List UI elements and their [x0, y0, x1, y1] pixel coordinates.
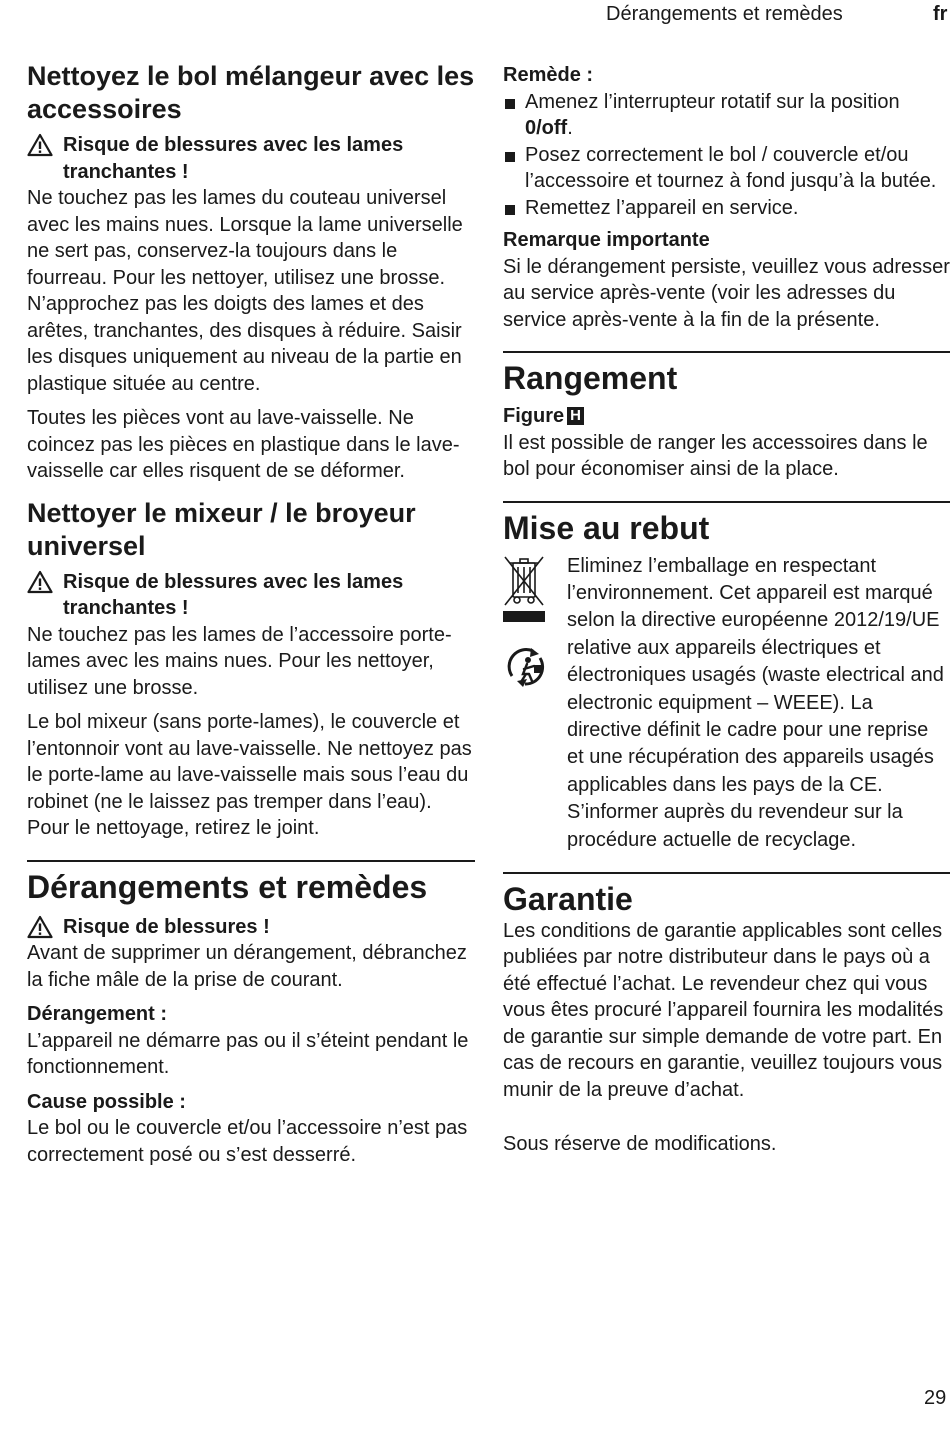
remedy-label: Remède : — [503, 64, 594, 86]
right-column — [503, 62, 950, 1158]
figure-reference — [503, 403, 950, 430]
list-item-text: Posez correctement le bol / couvercle et/ou l’accessoire et tournez à fond jusqu’à la butée. — [525, 143, 937, 192]
list-item-text: . — [567, 117, 573, 139]
section-divider — [27, 860, 475, 906]
section-title-warranty: Garantie — [503, 880, 633, 917]
warning-triangle-icon — [27, 915, 53, 939]
bullet-square-icon — [505, 152, 515, 162]
weee-icons — [503, 553, 567, 693]
cause-label: Cause possible : — [27, 1090, 186, 1113]
warning-text: Risque de blessures avec les lames tranchantes ! — [63, 570, 404, 619]
weee-block — [503, 553, 950, 854]
section-title-clean-bowl: Nettoyez le bol mélangeur avec les accessoires — [27, 61, 475, 124]
paragraph: Avant de supprimer un dérangement, débranchez la fiche mâle de la prise de courant. — [27, 942, 467, 991]
paragraph: Ne touchez pas les lames du couteau universel avec les mains nues. Lorsque la lame universelle ne sert pas, conservez-la toujours dans le fourreau. Pour les nettoyer, utilisez une brosse. N’approchez pas les doigts des lames et des arêtes, tranchantes, des disques à réduire. Saisir les disques uniquement au niveau de la partie en plastique située au centre. — [27, 187, 463, 395]
crossed-bin-icon — [503, 553, 567, 640]
list-item-text: Amenez l’interrupteur rotatif sur la position — [525, 90, 900, 113]
storage-text: Il est possible de ranger les accessoires dans le bol pour économiser ainsi de la place. — [503, 431, 928, 480]
section-divider — [503, 351, 950, 397]
section-title-disposal: Mise au rebut — [503, 509, 710, 546]
fault-label: Dérangement : — [27, 1003, 168, 1025]
section-title-storage: Rangement — [503, 360, 678, 396]
warning-triangle-icon — [27, 570, 53, 594]
reserve-text: Sous réserve de modifications. — [503, 1133, 777, 1156]
fault-text: L’appareil ne démarre pas ou il s’éteint pendant le fonctionnement. — [27, 1029, 469, 1078]
list-item — [503, 195, 950, 222]
figure-label: Figure — [503, 405, 565, 427]
section-title-clean-mixer: Nettoyer le mixeur / le broyeur universel — [27, 497, 416, 561]
disposal-text: Eliminez l’emballage en respectant l’environnement. Cet appareil est marqué selon la directive européenne 2012/19/UE relative aux appareils électriques et électroniques usagés (waste electrical and electronic equipment – WEEE). La directive définit le cadre pour une reprise et une récupération des appareils usagés applicables dans les pays de la CE. S’informer auprès du revendeur sur la procédure actuelle de recyclage. — [567, 554, 944, 851]
section-divider — [503, 501, 950, 547]
note-label: Remarque importante — [503, 229, 710, 251]
page-number: 29 — [924, 1387, 947, 1409]
bullet-square-icon — [505, 99, 515, 109]
cause-text: Le bol ou le couvercle et/ou l’accessoire n’est pas correctement posé ou s’est desserré. — [27, 1117, 468, 1166]
warning-triangle-icon — [27, 133, 53, 157]
section-divider — [503, 872, 950, 918]
note-text: Si le dérangement persiste, veuillez vous adresser au service après-vente (voir les adresses du service après-vente à la fin de la présente. — [503, 255, 950, 331]
switch-position-value: 0/off — [525, 117, 568, 139]
warning-text: Risque de blessures ! — [63, 915, 270, 938]
warning-box — [27, 914, 475, 941]
warranty-text: Les conditions de garantie applicables sont celles publiées par notre distributeur dans le pays où a été effectué l’achat. Le revendeur chez qui vous vous êtes procuré l’appareil fournira les modalités de garantie sur simple demande de votre part. En cas de recours en garantie, veuillez toujours vous munir de la preuve d’achat. — [503, 919, 944, 1101]
warning-box — [27, 569, 475, 622]
warning-text: Risque de blessures avec les lames tranchantes ! — [63, 134, 404, 183]
warning-box — [27, 132, 475, 185]
language-marker: fr — [933, 3, 948, 25]
list-item — [503, 89, 950, 142]
remedy-list — [503, 89, 950, 222]
list-item-text: Remettez l’appareil en service. — [525, 196, 799, 219]
recycle-person-icon — [503, 646, 567, 693]
paragraph: Toutes les pièces vont au lave-vaisselle. Ne coincez pas les pièces en plastique dans le lave-vaisselle car elles risquent de se déformer. — [27, 407, 460, 482]
paragraph: Ne touchez pas les lames de l’accessoire porte-lames avec les mains nues. Pour les nettoyer, utilisez une brosse. — [27, 623, 452, 699]
running-header-title: Dérangements et remèdes — [606, 3, 843, 25]
bullet-square-icon — [505, 205, 515, 215]
list-item — [503, 142, 950, 195]
paragraph: Le bol mixeur (sans porte-lames), le couvercle et l’entonnoir vont au lave-vaisselle. Ne nettoyez pas le porte-lame au lave-vaisselle mais sous l’eau du robinet (ne le laissez pas tremper dans l’eau). Pour le nettoyage, retirez le joint. — [27, 711, 472, 839]
section-title-troubleshooting: Dérangements et remèdes — [27, 868, 428, 905]
figure-letter-badge: H — [567, 407, 584, 425]
left-column — [27, 60, 475, 1168]
